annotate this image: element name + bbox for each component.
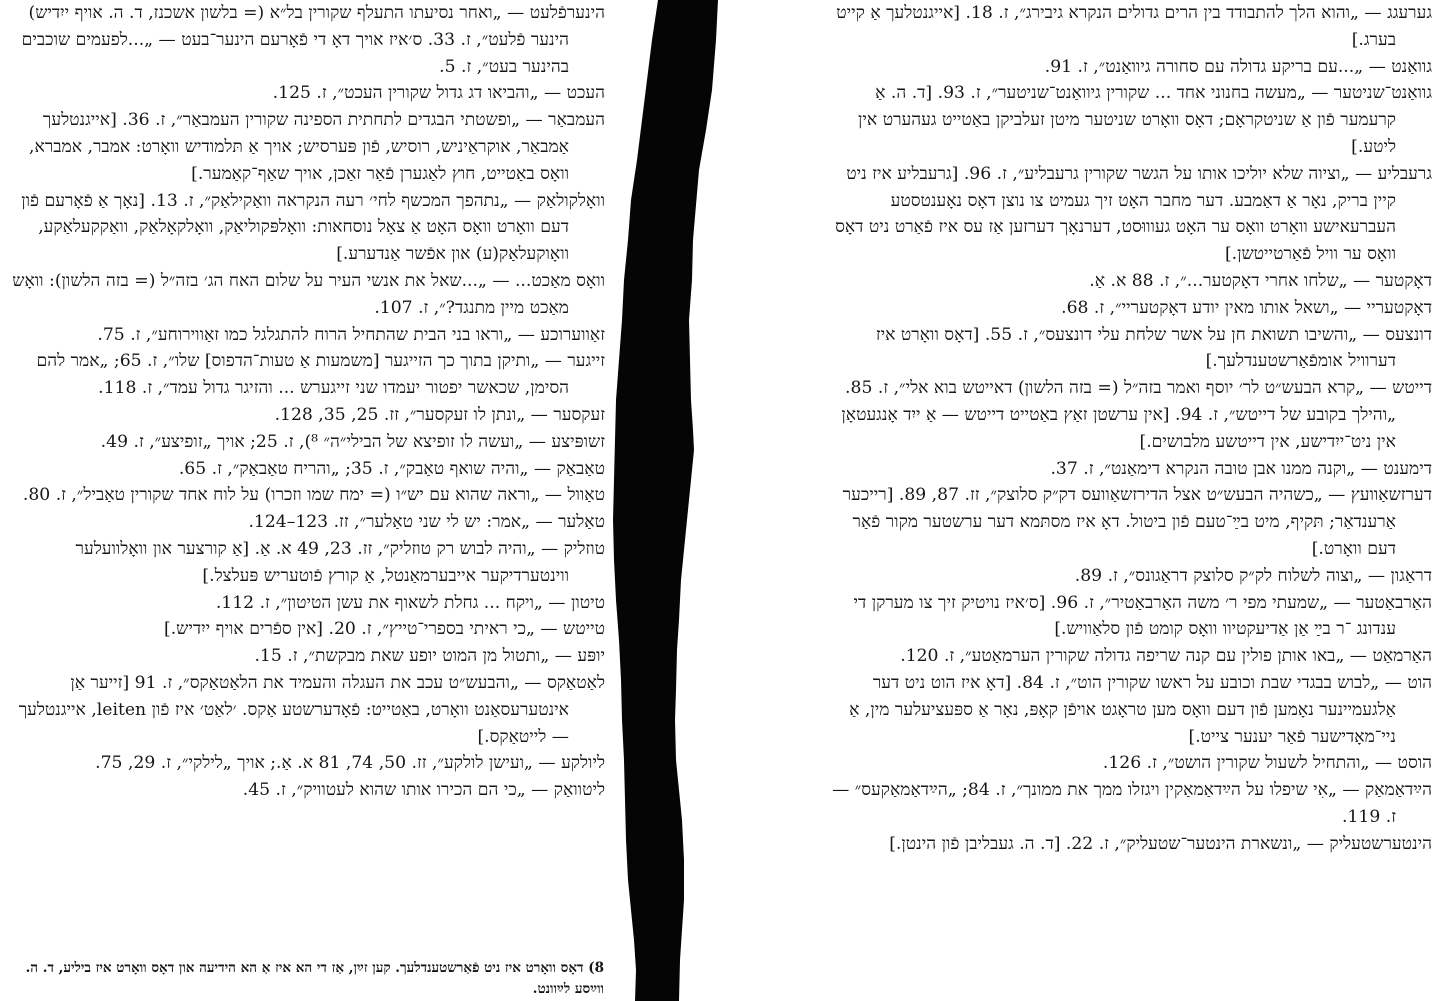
glossary-entry: דאָקטעריי — „ושאל אותו מאין יודע דאָקטעריי״, ז. 68. [1061,297,1432,318]
glossary-entry: דייטש — „קרא הבעש״ט לר׳ יוסף ואמר בזה״ל (= בזה הלשון) דאייטש בוא אלי״, ז. 85. „והילך בקובע של דייטש״, ז. 94. [אין ערשטן זאַץ באַטייט דייטש — אַ ייִד אָנגעטאָן אין ניט־ייִדישע, אין דייטשע מלבושים.] [841,378,1432,452]
glossary-entry: זשופּיצע — „ועשה לו זופיצא של הבילי״ה״ ⁸), ז. 25; אויך „זופיצע״, ז. 49. [100,431,605,452]
glossary-entry: וואָס מאַכט... — „...שאל את אנשי העיר על שלום האח הג׳ בזה״ל (= בזה הלשון): וואָש מאַכט מיין מתנגד?״, ז. 107. [12,270,605,318]
glossary-entry: זייגער — „ותיקן בתוך כך הזייגער [משמעות אַ טעות־הדפוס] שלו״, ז. 65; „אמר להם הסימן, שכאשר יפטור יעמדו שני זייגערש ... והזיגר גדול עמד״, ז. 118. [36,351,605,399]
glossary-entry: הוסט — „והתחיל לשעול שקורין הושט״, ז. 126. [1102,753,1432,774]
left-column [3,0,605,804]
glossary-entry: הינטערשטעליק — „ונשארת הינטער־שטעליק״, ז. 22. [ד. ה. געבליבן פֿון הינטן.] [889,833,1432,854]
glossary-entry: טיטון — „ויקח ... גחלת לשאוף את עשן הטיטון״, ז. 112. [215,592,605,613]
glossary-entry: הינערפֿלעט — „ואחר נסיעתו התעלף שקורין בל״א (= בלשון אשכנז, ד. ה. אויף ייִדיש) הינער פֿלעט״, ז. 33. ס׳איז אויך דאָ די פֿאָרעם הינער־בעט — „...לפעמים שוכבים בהינער בעט״, ז. 5. [21,3,605,77]
glossary-entry: יופּע — „ותטול מן המוט יופע שאת מבקשת״, ז. 15. [254,646,605,667]
glossary-entry: הײַדאַמאַק — „אִי שיפלו על הײַדאַמאַקין ויגזלו ממך את ממונך״, ז. 84; „הײַדאַמאַקעס״ — ז. 119. [832,780,1432,827]
glossary-entry: דערזשאַוועץ — „כשהיה הבעש״ט אצל הדירזשאַוועס דק״ק סלוצק״, זז. 87, 89. [רייכער אַרענדאַר; תּקיף, מיט בײַ־טעם פֿון ביטול. דאָ איז מסתּמא דער ערשטער מקור פֿאַר דעם וואָרט.] [842,485,1432,559]
glossary-entry: הוט — „לבוש בבגדי שבת וכובע על ראשו שקורין הוט״, ז. 84. [דאָ איז הוט ניט דער אַלגעמיינער נאָמען פֿון דעם וואָס מען טראָגט אויפֿן קאָפּ, נאָר אַ ספּעציעלער מין, אַ ניי־מאָדישער פֿאַר יענער צייט.] [849,672,1432,747]
glossary-entry: זעקסער — „ונתן לו זעקסער״, זז. 25, 35, 128. [274,404,605,425]
glossary-entry: טאַוול — „וראה שהוא עם יש״ו (= ימח שמו וזכרו) על לוח אחד שקורין טאַביל״, ז. 80. [22,485,605,506]
glossary-entry: טוזליק — „והיה לבוש רק טוזליק״, זז. 23, 49 א. אַ. [אַ קורצער און וואָלוועלער ווינטערדיקער אייבערמאַנטל, אַ קורץ פֿוטעריש פּעלצל.] [75,538,605,586]
glossary-entry: גוואַנט — „...עם בריקע גדולה עם סחורה גיוואַנט״, ז. 91. [1044,56,1432,77]
glossary-entry: דונצעס — „והשיבו תשואת חן על אשר שלחת עלי דונצעס״, ז. 55. [דאָס וואָרט איז דערוויל אומפֿאַרשטענדלעך.] [875,324,1432,372]
right-column [828,0,1432,858]
glossary-entry: לאַטאַקס — „והבעש״ט עכב את העגלה והעמיד את הלאַטאַקס״, ז. 91 [זייער אַן אינטערעסאַנט וואָרט, באַטייט: פֿאָדערשטע אַקס. ׳לאַט׳ איז פֿון leiten, אייגנטלעך — לייטאַקס.] [18,672,605,747]
glossary-entry: דראַגון — „וצוה לשלוח לק״ק סלוצק דראַגונס״, ז. 89. [1074,565,1432,586]
glossary-entry: ליולקע — „ועישן לולקע״, זז. 50, 74, 81 א. אַ.; אויך „לילקי״, ז. 29, 75. [95,753,605,774]
glossary-entry: העכט — „והביאו דג גדול שקורין העכט״, ז. 125. [272,83,605,104]
glossary-entry: גערעגג — „והוא הלך להתבודד בין הרים גדולים הנקרא גיבירג״, ז. 18. [אייגנטלעך אַ קייט בערג.] [836,3,1432,50]
glossary-entry: דאָקטער — „שלחו אחרי דאָקטער...״, ז. 88 א. אַ. [1089,270,1432,291]
footnote: 8) דאָס וואָרט איז ניט פֿאַרשטענדלעך. קען זײַן, אַז די הא איז אַ הא הידיעה און דאָס וואָרט איז ביליע, ד. ה. ווײַסע לײַוונט. [25,960,604,997]
torn-page-gap [600,0,720,1001]
glossary-entry: זאַווערוכע — „וראו בני הבית שהתחיל הרוח להתגלגל כמו זאַווירוחע״, ז. 75. [97,324,605,345]
glossary-entry: טאַבאַק — „והיה שואף טאַבק״, ז. 35; „והריח טאַבאַק״, ז. 65. [178,458,605,479]
glossary-entry: גוואַנט־שניטער — „מעשה בחנוני אחד ... שקורין גיוואַנט־שניטער״, ז. 93. [ד. ה. אַ קרעמער פֿון אַ שניטקראָם; דאָס וואָרט שניטער מיטן זעלביקן באַטייט געהערט אין ליטע.] [858,83,1432,157]
glossary-entry: האַרבאַטער — „שמעתי מפי ר׳ משה האַרבאַטיר״, ז. 96. [ס׳איז נויטיק זיך צו מערקן די ענדונג ־ר בײַ אַן אַדיעקטיוו וואָס קומט פֿון סלאַוויש.] [853,592,1432,640]
glossary-entry: ליטוואַק — „כי הם הכירו אותו שהוא לעטוויק״, ז. 45. [242,780,605,801]
glossary-entry: גרעבליע — „וציוה שלא יוליכו אותו על הגשר שקורין גרעבליע״, ז. 96. [גרעבליע איז ניט קיין בריק, נאָר אַ דאַמבע. דער מחבר האָט זיך געמיט צו נוצן דאָס נאָענטסטע העברעאישע וואָרט וואָס ער האָט געוווּסט, דערנאָך דערזען אַז עס איז פֿאַרט ניט דאָס וואָס ער וויל פֿאַרטייטשן.] [835,163,1432,265]
glossary-entry: וואָלקולאַק — „נתהפך המכשף לחי׳ רעה הנקראה וואַקילאַק״, ז. 13. [נאָך אַ פֿאָרעם פֿון דעם וואָרט וואָס האָט אַ צאָל נוסחאות: וואָלפּקוליאַק, וואָלקאָלאַק, וואַקקעלאַקע, וואָוקעלאַק(ע) און אפֿשר אַנדערע.] [21,190,605,265]
glossary-entry: טייטש — „כי ראיתי בספרי־טייץ״, ז. 20. [אין ספֿרים אויף ייִדיש.] [164,619,605,640]
glossary-entry: טאַלער — „אמר: יש לי שני טאַלער״, זז. 123–124. [248,512,605,533]
glossary-entry: האַרמאַט — „באו אותן פולין עם קנה שריפה גדולה שקורין הערמאַטע״, ז. 120. [900,646,1432,667]
glossary-entry: העמבאַר — „ופשטתי הבגדים לתחתית הספינה שקורין העמבאַר״, ז. 36. [אייגנטלעך אַמבאַר, אוקראַיניש, רוסיש, פֿון פּערסיש; אויך אַ תּלמודיש וואָרט: אמבר, אמברא, וואָס באַטייט, חוץ לאַגערן פֿאַר זאַכן, אויך שאַף־קאַמער.] [29,110,605,184]
glossary-entry: דימענט — „וקנה ממנו אבן טובה הנקרא דימאַנט״, ז. 37. [1050,458,1432,479]
